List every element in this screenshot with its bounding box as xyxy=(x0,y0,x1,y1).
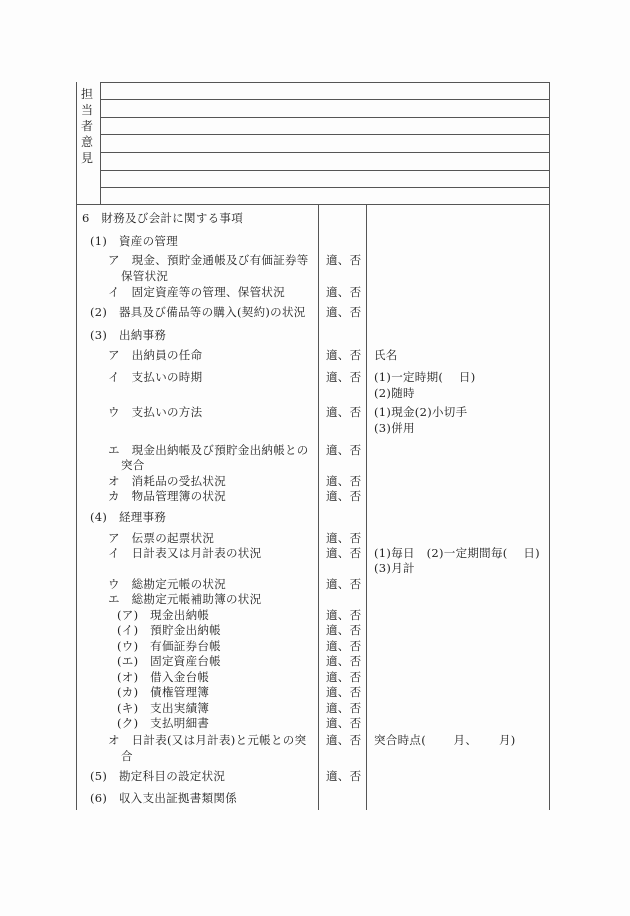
opinion-label-char: 当 xyxy=(80,103,93,117)
item-note: (3)併用 xyxy=(374,421,415,435)
section-title: 6 財務及び会計に関する事項 xyxy=(82,211,244,225)
item-label: ウ 総勘定元帳の状況 xyxy=(108,577,226,591)
check-option-appropriate-or-not[interactable]: 適、否 xyxy=(326,716,362,730)
item-label: カ 物品管理簿の状況 xyxy=(108,489,226,503)
item-label: ア 現金、預貯金通帳及び有価証券等 xyxy=(108,253,309,267)
item-label: (カ) 債権管理簿 xyxy=(117,685,210,699)
check-option-appropriate-or-not[interactable]: 適、否 xyxy=(326,405,362,419)
item-label: オ 消耗品の受払状況 xyxy=(108,474,226,488)
opinion-writing-line xyxy=(100,117,550,118)
opinion-label-char: 担 xyxy=(80,87,93,101)
item-label: イ 支払いの時期 xyxy=(108,370,203,384)
check-option-appropriate-or-not[interactable]: 適、否 xyxy=(326,769,362,783)
table-top-border xyxy=(100,82,550,83)
section-divider xyxy=(76,204,550,205)
item-label: イ 固定資産等の管理、保管状況 xyxy=(108,285,285,299)
note-column-left-border xyxy=(366,204,367,810)
opinion-writing-line xyxy=(100,170,550,171)
item-label: (ウ) 有価証券台帳 xyxy=(117,639,221,653)
check-option-appropriate-or-not[interactable]: 適、否 xyxy=(326,489,362,503)
item-note: (2)随時 xyxy=(374,386,415,400)
opinion-label-divider xyxy=(100,82,101,204)
check-option-appropriate-or-not[interactable]: 適、否 xyxy=(326,685,362,699)
opinion-writing-line xyxy=(100,152,550,153)
opinion-label-char: 見 xyxy=(80,151,93,165)
item-note: (3)月計 xyxy=(374,561,415,575)
item-note: 氏名 xyxy=(374,348,398,362)
item-label: (6) 収入支出証拠書類関係 xyxy=(90,791,237,805)
opinion-writing-line xyxy=(100,134,550,135)
check-option-appropriate-or-not[interactable]: 適、否 xyxy=(326,546,362,560)
check-option-appropriate-or-not[interactable]: 適、否 xyxy=(326,370,362,384)
item-label: オ 日計表(又は月計表)と元帳との突 xyxy=(108,733,307,747)
check-column-left-border xyxy=(318,204,319,810)
check-option-appropriate-or-not[interactable]: 適、否 xyxy=(326,623,362,637)
item-label: (ク) 支払明細書 xyxy=(117,716,210,730)
check-option-appropriate-or-not[interactable]: 適、否 xyxy=(326,608,362,622)
check-option-appropriate-or-not[interactable]: 適、否 xyxy=(326,285,362,299)
item-label: (イ) 預貯金出納帳 xyxy=(117,623,221,637)
opinion-label-char: 意 xyxy=(80,135,93,149)
item-label: ア 伝票の起票状況 xyxy=(108,531,215,545)
item-label: ア 出納員の任命 xyxy=(108,348,203,362)
check-option-appropriate-or-not[interactable]: 適、否 xyxy=(326,474,362,488)
item-label: ウ 支払いの方法 xyxy=(108,405,203,419)
item-note: (1)一定時期( 日) xyxy=(374,370,476,384)
check-option-appropriate-or-not[interactable]: 適、否 xyxy=(326,443,362,457)
item-label: エ 総勘定元帳補助簿の状況 xyxy=(108,592,262,606)
check-option-appropriate-or-not[interactable]: 適、否 xyxy=(326,733,362,747)
item-label: (4) 経理事務 xyxy=(90,510,167,524)
opinion-label-char: 者 xyxy=(80,119,93,133)
item-label: (1) 資産の管理 xyxy=(90,234,178,248)
check-option-appropriate-or-not[interactable]: 適、否 xyxy=(326,253,362,267)
table-left-border xyxy=(76,82,77,810)
item-note: (1)毎日 (2)一定期間毎( 日) xyxy=(374,546,540,560)
check-option-appropriate-or-not[interactable]: 適、否 xyxy=(326,639,362,653)
item-label: (エ) 固定資産台帳 xyxy=(117,654,221,668)
opinion-label xyxy=(80,86,94,166)
table-right-border xyxy=(549,82,550,810)
check-option-appropriate-or-not[interactable]: 適、否 xyxy=(326,670,362,684)
opinion-writing-line xyxy=(100,99,550,100)
check-option-appropriate-or-not[interactable]: 適、否 xyxy=(326,348,362,362)
item-label: (オ) 借入金台帳 xyxy=(117,670,210,684)
check-option-appropriate-or-not[interactable]: 適、否 xyxy=(326,654,362,668)
opinion-writing-line xyxy=(100,187,550,188)
item-label: イ 日計表又は月計表の状況 xyxy=(108,546,262,560)
item-label: エ 現金出納帳及び預貯金出納帳との xyxy=(108,443,309,457)
item-label: (ア) 現金出納帳 xyxy=(117,608,210,622)
item-label: 突合 xyxy=(121,458,145,472)
check-option-appropriate-or-not[interactable]: 適、否 xyxy=(326,577,362,591)
item-label: (3) 出納事務 xyxy=(90,328,167,342)
check-option-appropriate-or-not[interactable]: 適、否 xyxy=(326,531,362,545)
item-label: (5) 勘定科目の設定状況 xyxy=(90,769,226,783)
item-note: (1)現金(2)小切手 xyxy=(374,405,468,419)
item-label: 保管状況 xyxy=(121,269,169,283)
check-option-appropriate-or-not[interactable]: 適、否 xyxy=(326,305,362,319)
check-option-appropriate-or-not[interactable]: 適、否 xyxy=(326,701,362,715)
item-label: 合 xyxy=(121,749,133,763)
item-note: 突合時点( 月、 月) xyxy=(374,733,516,747)
item-label: (キ) 支出実績簿 xyxy=(117,701,210,715)
item-label: (2) 器具及び備品等の購入(契約)の状況 xyxy=(90,305,306,319)
